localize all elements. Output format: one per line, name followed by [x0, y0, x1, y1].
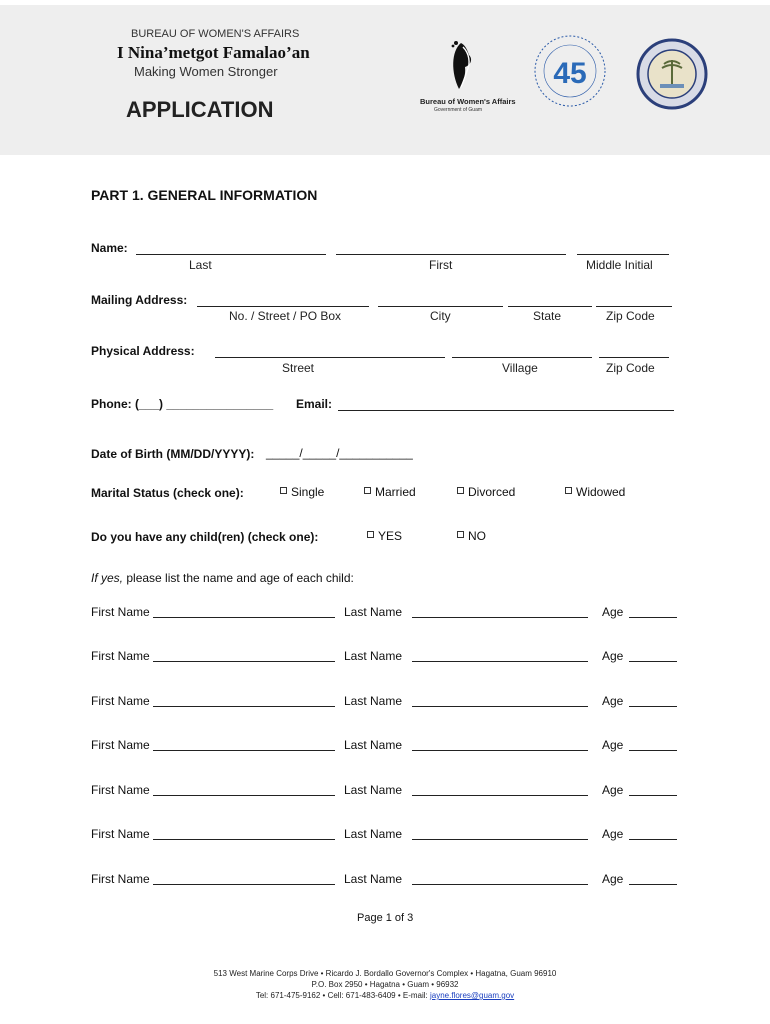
child-first-name-label: First Name — [91, 827, 150, 841]
child-age-label: Age — [602, 783, 624, 797]
child-last-name-field[interactable] — [412, 661, 588, 662]
child-last-name-label: Last Name — [344, 783, 403, 797]
child-first-name-label: First Name — [91, 738, 150, 752]
child-age-field[interactable] — [629, 839, 677, 840]
children-no-option[interactable] — [457, 529, 486, 543]
child-last-name-label: Last Name — [344, 694, 403, 708]
anniversary-45-logo-icon — [532, 33, 608, 109]
child-last-name-label: Last Name — [344, 605, 403, 619]
footer-contact-line — [0, 991, 770, 1000]
middle-initial-field[interactable] — [577, 254, 669, 255]
bureau-logo-icon — [447, 37, 477, 95]
physical-address-label: Physical Address: — [91, 344, 195, 358]
mailing-city-field[interactable] — [378, 306, 503, 307]
child-first-name-label: First Name — [91, 694, 150, 708]
child-first-name-field[interactable] — [153, 617, 335, 618]
email-label: Email: — [296, 397, 333, 411]
child-first-name-label: First Name — [91, 649, 150, 663]
section-title: PART 1. GENERAL INFORMATION — [91, 187, 318, 203]
married-checkbox[interactable] — [364, 487, 371, 494]
child-last-name-field[interactable] — [412, 839, 588, 840]
physical-zip-field[interactable] — [599, 357, 669, 358]
first-name-field[interactable] — [336, 254, 566, 255]
child-first-name-label: First Name — [91, 872, 150, 886]
page-title: APPLICATION — [126, 97, 274, 122]
widowed-checkbox[interactable] — [565, 487, 572, 494]
marital-single-option[interactable] — [280, 485, 324, 499]
yes-checkbox[interactable] — [367, 531, 374, 538]
marital-married-option[interactable] — [364, 485, 416, 499]
mailing-city-sub-label: City — [430, 309, 451, 323]
email-field[interactable] — [338, 410, 674, 411]
child-last-name-field[interactable] — [412, 706, 588, 707]
mailing-zip-sub-label: Zip Code — [606, 309, 655, 323]
children-instructions-italic: If yes, — [91, 571, 124, 585]
org-small-name: BUREAU OF WOMEN'S AFFAIRS — [131, 28, 300, 40]
child-first-name-field[interactable] — [153, 750, 335, 751]
child-last-name-label: Last Name — [344, 872, 403, 886]
mailing-state-field[interactable] — [508, 306, 592, 307]
child-first-name-field[interactable] — [153, 884, 335, 885]
phone-label: Phone: (___) ________________ — [91, 397, 274, 411]
child-first-name-field[interactable] — [153, 795, 335, 796]
governor-seal-icon — [636, 38, 708, 110]
divorced-checkbox[interactable] — [457, 487, 464, 494]
child-age-field[interactable] — [629, 795, 677, 796]
single-checkbox[interactable] — [280, 487, 287, 494]
child-first-name-label: First Name — [91, 783, 150, 797]
child-last-name-label: Last Name — [344, 649, 403, 663]
child-last-name-field[interactable] — [412, 750, 588, 751]
page-number: Page 1 of 3 — [357, 912, 414, 924]
child-last-name-label: Last Name — [344, 827, 403, 841]
dob-field[interactable]: _____/_____/___________ — [266, 446, 413, 460]
footer-email-link[interactable]: jayne.flores@guam.gov — [429, 991, 515, 1000]
married-option-label: Married — [375, 485, 416, 499]
child-age-label: Age — [602, 738, 624, 752]
first-sub-label: First — [429, 258, 453, 272]
footer-pobox-line: P.O. Box 2950 • Hagatna • Guam • 96932 — [311, 980, 459, 989]
child-last-name-field[interactable] — [412, 884, 588, 885]
bureau-logo-caption: Bureau of Women's Affairs — [420, 97, 516, 106]
org-chamorro-name: I Nina’metgot Famalao’an — [117, 43, 310, 62]
widowed-option-label: Widowed — [576, 485, 626, 499]
child-age-field[interactable] — [629, 706, 677, 707]
physical-street-sub-label: Street — [282, 361, 315, 375]
child-first-name-field[interactable] — [153, 839, 335, 840]
child-age-label: Age — [602, 694, 624, 708]
child-age-field[interactable] — [629, 884, 677, 885]
marital-divorced-option[interactable] — [457, 485, 515, 499]
child-age-field[interactable] — [629, 750, 677, 751]
child-last-name-field[interactable] — [412, 795, 588, 796]
children-question-label: Do you have any child(ren) (check one): — [91, 530, 319, 544]
mailing-street-field[interactable] — [197, 306, 369, 307]
children-instructions-rest: please list the name and age of each child: — [123, 571, 354, 585]
children-yes-option[interactable] — [367, 529, 402, 543]
child-last-name-field[interactable] — [412, 617, 588, 618]
last-sub-label: Last — [189, 258, 212, 272]
no-option-label: NO — [468, 529, 486, 543]
child-age-label: Age — [602, 605, 624, 619]
physical-street-field[interactable] — [215, 357, 445, 358]
single-option-label: Single — [291, 485, 325, 499]
physical-village-sub-label: Village — [502, 361, 538, 375]
footer-address-line: 513 West Marine Corps Drive • Ricardo J. Bordallo Governor's Complex • Hagatna, Guam 96910 — [213, 969, 557, 978]
child-age-label: Age — [602, 872, 624, 886]
child-first-name-label: First Name — [91, 605, 150, 619]
bureau-logo-subcaption: Government of Guam — [433, 107, 483, 113]
marital-status-label: Marital Status (check one): — [91, 486, 244, 500]
child-age-field[interactable] — [629, 661, 677, 662]
children-instructions — [91, 571, 354, 585]
child-first-name-field[interactable] — [153, 661, 335, 662]
anniversary-number: 45 — [553, 57, 587, 90]
divorced-option-label: Divorced — [468, 485, 516, 499]
child-age-field[interactable] — [629, 617, 677, 618]
child-age-label: Age — [602, 649, 624, 663]
mailing-street-sub-label: No. / Street / PO Box — [229, 309, 342, 323]
marital-widowed-option[interactable] — [565, 485, 625, 499]
child-last-name-label: Last Name — [344, 738, 403, 752]
tagline: Making Women Stronger — [134, 64, 278, 79]
yes-option-label: YES — [378, 529, 403, 543]
child-age-label: Age — [602, 827, 624, 841]
last-name-field[interactable] — [136, 254, 326, 255]
footer-phone-text: Tel: 671-475-9162 • Cell: 671-483-6409 • E-mail: — [255, 991, 430, 1000]
child-first-name-field[interactable] — [153, 706, 335, 707]
physical-village-field[interactable] — [452, 357, 592, 358]
no-checkbox[interactable] — [457, 531, 464, 538]
mailing-address-label: Mailing Address: — [91, 293, 188, 307]
middle-initial-sub-label: Middle Initial — [586, 258, 653, 272]
mailing-zip-field[interactable] — [596, 306, 672, 307]
mailing-state-sub-label: State — [533, 309, 562, 323]
dob-label: Date of Birth (MM/DD/YYYY): — [91, 447, 255, 461]
name-label: Name: — [91, 241, 128, 255]
physical-zip-sub-label: Zip Code — [606, 361, 655, 375]
